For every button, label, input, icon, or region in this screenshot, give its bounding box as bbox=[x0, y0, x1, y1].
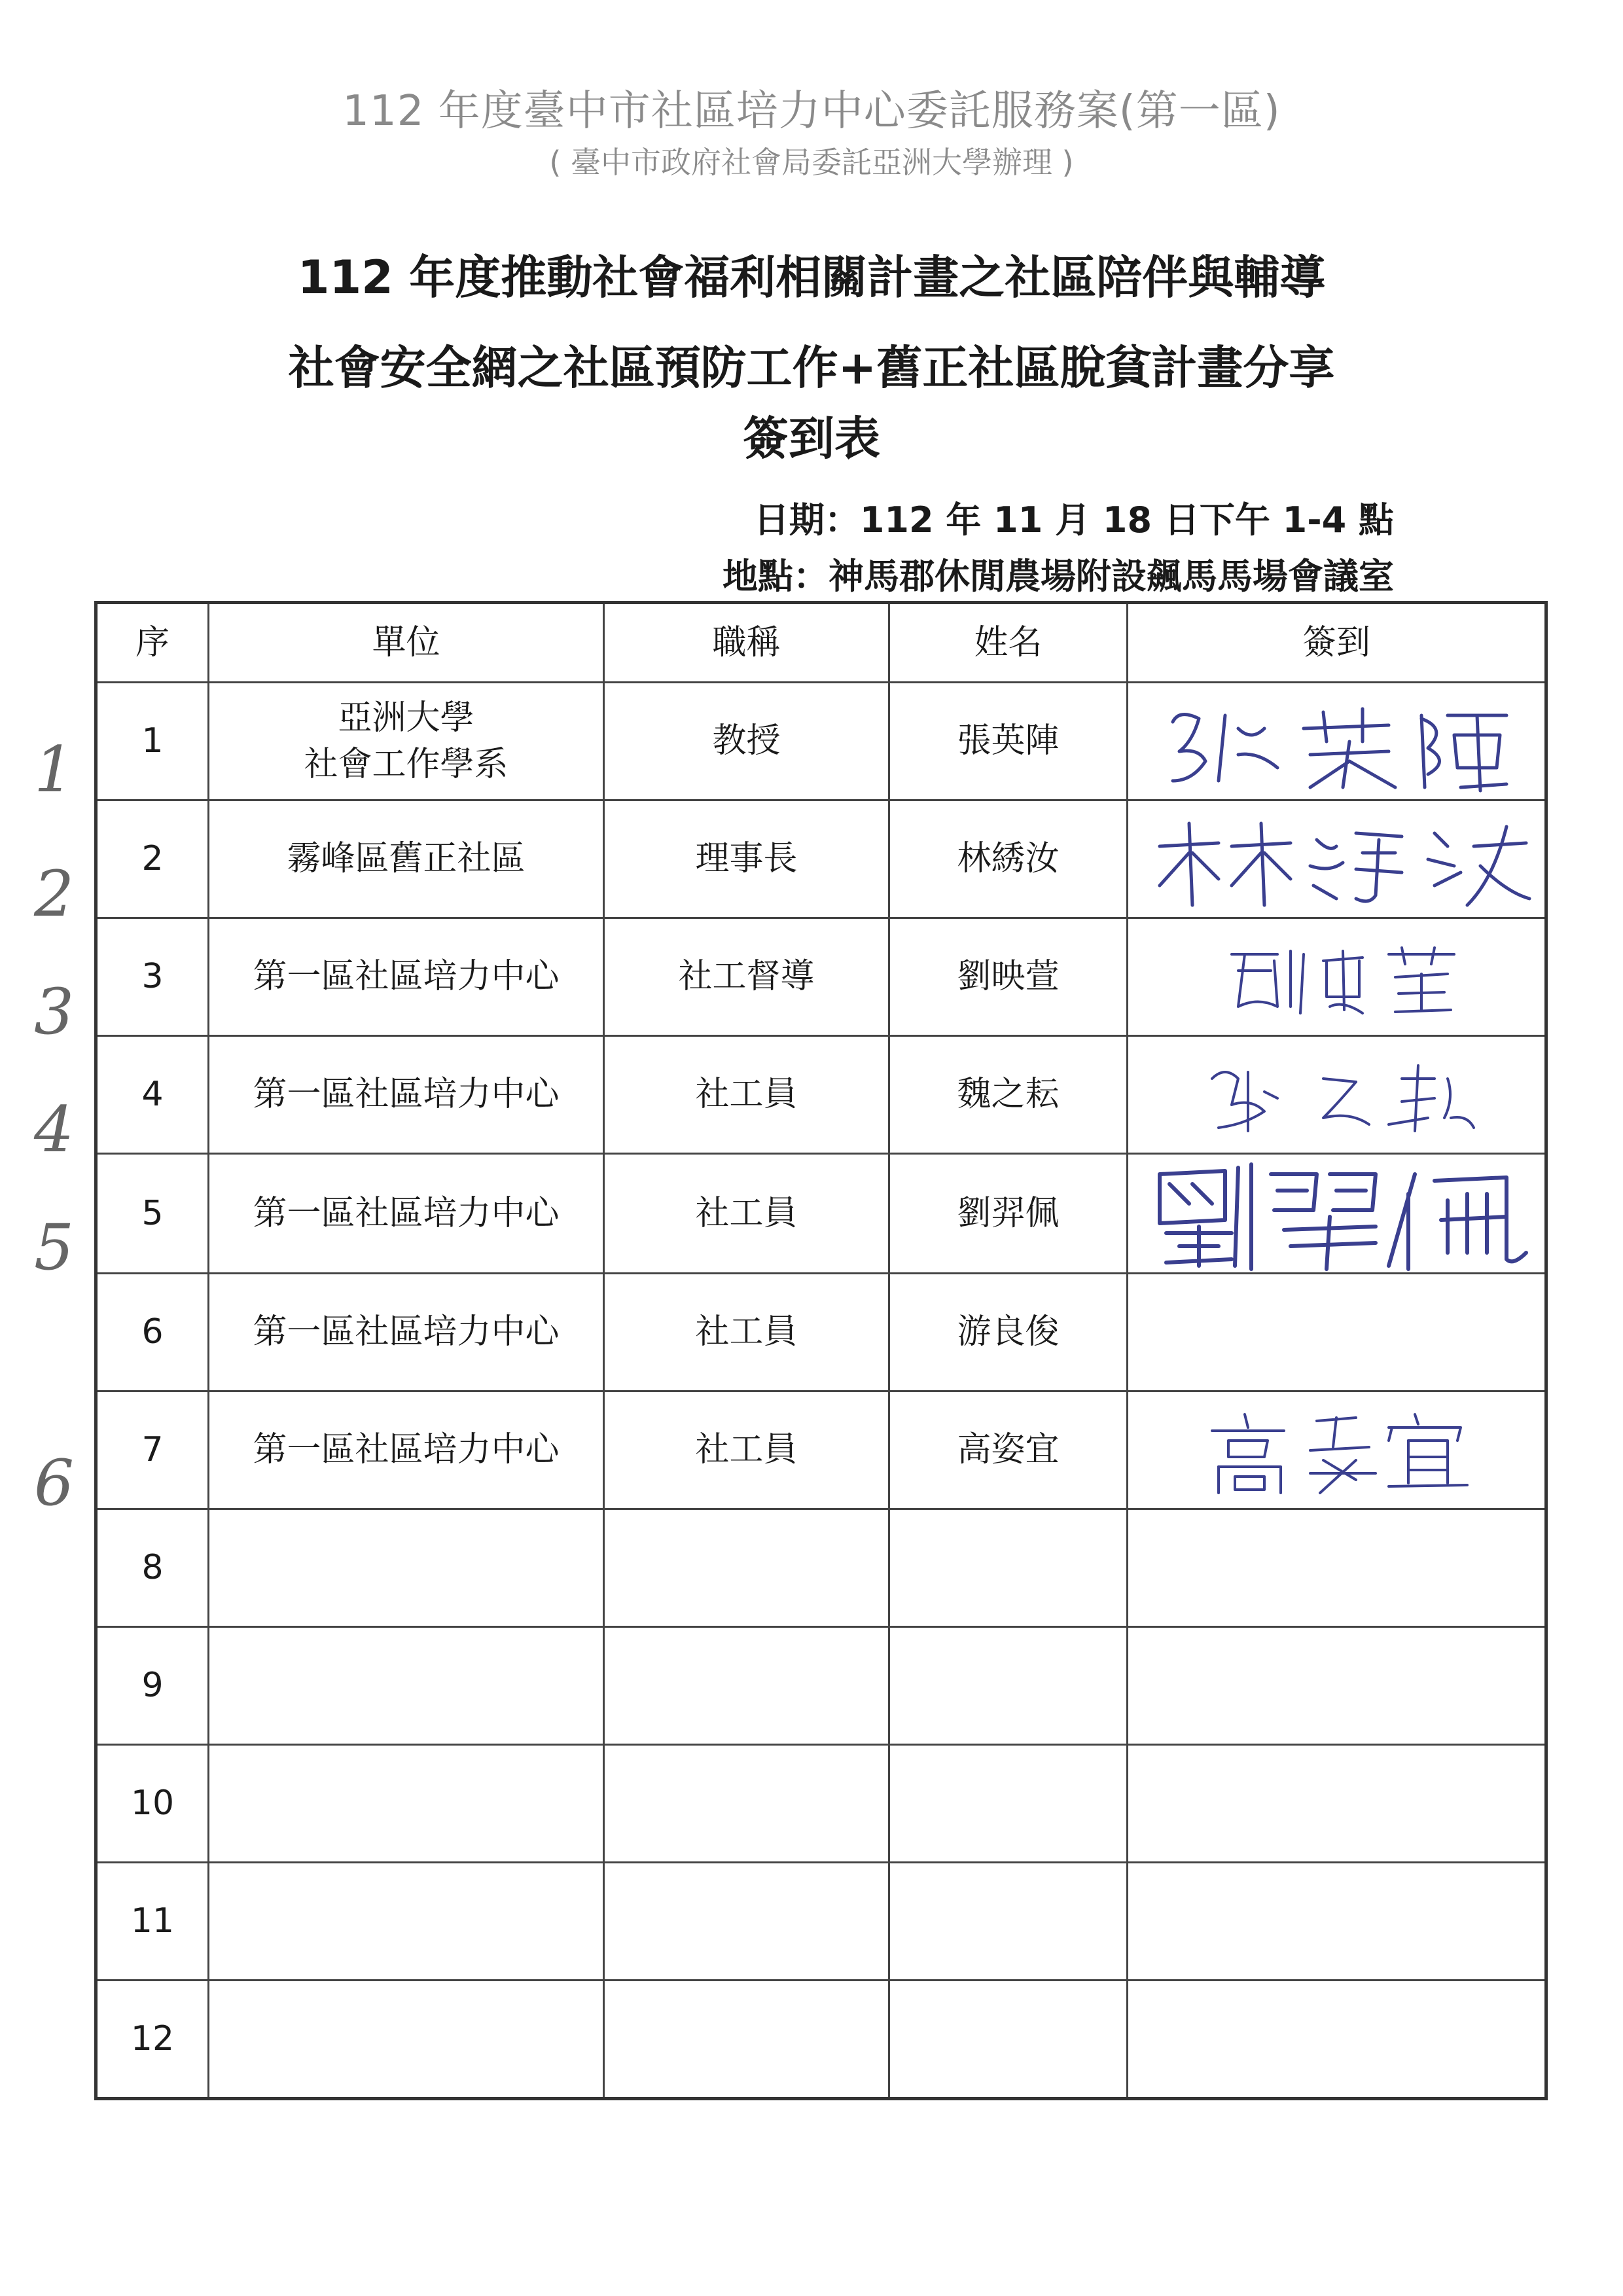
row-number: 4 bbox=[96, 1036, 209, 1154]
signature-stroke bbox=[1480, 866, 1529, 899]
row-signature[interactable] bbox=[1128, 918, 1546, 1036]
row-number: 5 bbox=[96, 1154, 209, 1274]
unit-line-1: 霧峰區舊正社區 bbox=[287, 839, 526, 879]
row-signature[interactable] bbox=[1128, 1745, 1546, 1863]
signature-stroke bbox=[1228, 1441, 1268, 1457]
row-signature[interactable] bbox=[1128, 1274, 1546, 1391]
signature-stroke bbox=[1389, 1427, 1392, 1441]
row-signature[interactable] bbox=[1128, 1509, 1546, 1627]
signature-stroke bbox=[1467, 827, 1507, 905]
unit-line-1: 第一區社區培力中心 bbox=[253, 1193, 560, 1233]
unit-line-1: 第一區社區培力中心 bbox=[253, 1312, 560, 1352]
document-title-line-2: 社會安全網之社區預防工作+舊正社區脫貧計畫分享 bbox=[288, 341, 1335, 395]
row-number: 11 bbox=[96, 1863, 209, 1981]
handwritten-signature-image bbox=[1192, 1052, 1480, 1138]
row-name: 張英陣 bbox=[889, 683, 1128, 800]
signature-stroke bbox=[1431, 948, 1435, 964]
table-row bbox=[96, 683, 1546, 800]
row-unit bbox=[209, 1036, 604, 1154]
signature-stroke bbox=[1415, 1414, 1418, 1424]
signature-stroke bbox=[1317, 840, 1336, 848]
signature-stroke bbox=[1189, 823, 1192, 905]
row-number: 12 bbox=[96, 1981, 209, 2099]
row-name bbox=[889, 1509, 1128, 1627]
event-date: 日期：112 年 11 月 18 日下午 1-4 點 bbox=[753, 499, 1394, 541]
row-unit bbox=[209, 1627, 604, 1745]
unit-line-1: 第一區社區培力中心 bbox=[253, 1075, 560, 1115]
signature-stroke bbox=[1291, 1243, 1376, 1246]
row-unit bbox=[209, 1863, 604, 1981]
row-number: 7 bbox=[96, 1391, 209, 1509]
signature-stroke bbox=[1343, 951, 1344, 1010]
signature-stroke bbox=[1323, 1082, 1369, 1124]
row-signature[interactable] bbox=[1128, 800, 1546, 918]
signature-stroke bbox=[1389, 1118, 1428, 1124]
unit-line-1: 第一區社區培力中心 bbox=[253, 1430, 560, 1470]
row-job-title bbox=[604, 1863, 889, 1981]
row-job-title: 社工員 bbox=[604, 1391, 889, 1509]
unit-line-2: 社會工作學系 bbox=[304, 744, 508, 784]
column-header-name: 姓名 bbox=[889, 603, 1128, 683]
row-name: 魏之耘 bbox=[889, 1036, 1128, 1154]
signature-stroke bbox=[1232, 853, 1261, 886]
signature-stroke bbox=[1327, 1217, 1330, 1269]
event-location: 地點：神馬郡休閒農場附設飆馬馬場會議室 bbox=[722, 556, 1394, 597]
table-row bbox=[96, 1036, 1546, 1154]
signature-stroke bbox=[1313, 886, 1336, 899]
signature-stroke bbox=[1238, 954, 1277, 1007]
row-unit bbox=[209, 1274, 604, 1391]
signature-stroke bbox=[1389, 1174, 1415, 1266]
column-header-job-title: 職稱 bbox=[604, 603, 889, 683]
signature-stroke bbox=[1192, 853, 1219, 879]
row-unit bbox=[209, 1981, 604, 2099]
handwritten-signature-image bbox=[1140, 807, 1533, 912]
signature-stroke bbox=[1304, 725, 1389, 728]
signature-stroke bbox=[1402, 1098, 1435, 1102]
row-number: 9 bbox=[96, 1627, 209, 1745]
signature-stroke bbox=[1333, 1418, 1336, 1447]
row-unit bbox=[209, 683, 604, 800]
column-header-unit: 單位 bbox=[209, 603, 604, 683]
row-signature[interactable] bbox=[1128, 1391, 1546, 1509]
signature-stroke bbox=[1235, 1168, 1238, 1266]
row-number: 3 bbox=[96, 918, 209, 1036]
unit-line-1: 亞洲大學 bbox=[338, 698, 474, 738]
table-row bbox=[96, 1863, 1546, 1981]
row-job-title: 教授 bbox=[604, 683, 889, 800]
signature-stroke bbox=[1408, 1441, 1448, 1483]
signature-stroke bbox=[1330, 1004, 1363, 1013]
row-unit bbox=[209, 1745, 604, 1863]
document-title-line-1: 112 年度推動社會福利相關計畫之社區陪伴與輔導 bbox=[297, 251, 1326, 304]
signature-stroke bbox=[1356, 833, 1402, 836]
row-signature[interactable] bbox=[1128, 1154, 1546, 1274]
row-job-title bbox=[604, 1981, 889, 2099]
margin-number: 1 bbox=[34, 733, 75, 806]
signature-stroke bbox=[1477, 715, 1480, 791]
row-number: 10 bbox=[96, 1745, 209, 1863]
row-name: 游良俊 bbox=[889, 1274, 1128, 1391]
row-signature[interactable] bbox=[1128, 1981, 1546, 2099]
table-row bbox=[96, 1274, 1546, 1391]
organization-title: 112 年度臺中市社區培力中心委託服務案(第一區) bbox=[342, 87, 1281, 135]
row-name bbox=[889, 1745, 1128, 1863]
signature-stroke bbox=[1428, 859, 1454, 866]
row-number: 6 bbox=[96, 1274, 209, 1391]
signature-stroke bbox=[1219, 715, 1225, 781]
row-unit bbox=[209, 800, 604, 918]
signature-stroke bbox=[1323, 712, 1327, 742]
signature-stroke bbox=[1395, 1010, 1451, 1012]
signature-stroke bbox=[1435, 872, 1461, 886]
signature-stroke bbox=[1402, 948, 1405, 964]
signature-stroke bbox=[1421, 715, 1425, 787]
signature-stroke bbox=[1169, 1184, 1189, 1204]
signature-stroke bbox=[1444, 1079, 1450, 1118]
table-header-row bbox=[96, 603, 1546, 683]
unit-line-1: 第一區社區培力中心 bbox=[253, 957, 560, 997]
margin-number: 2 bbox=[34, 857, 75, 931]
signature-stroke bbox=[1261, 823, 1264, 905]
signature-stroke bbox=[1356, 869, 1402, 872]
signature-stroke bbox=[1435, 833, 1448, 846]
signature-stroke bbox=[1310, 1447, 1369, 1450]
signature-stroke bbox=[1160, 853, 1189, 886]
row-job-title: 社工督導 bbox=[604, 918, 889, 1036]
row-name: 高姿宜 bbox=[889, 1391, 1128, 1509]
column-header-number: 序 bbox=[96, 603, 209, 683]
table-row bbox=[96, 1391, 1546, 1509]
table-row bbox=[96, 1509, 1546, 1627]
row-number: 2 bbox=[96, 800, 209, 918]
row-job-title bbox=[604, 1745, 889, 1863]
signature-stroke bbox=[1349, 761, 1395, 787]
row-number: 1 bbox=[96, 683, 209, 800]
row-signature[interactable] bbox=[1128, 683, 1546, 800]
signature-stroke bbox=[1461, 784, 1507, 787]
handwritten-signature-image bbox=[1140, 1155, 1533, 1272]
margin-number: 5 bbox=[34, 1211, 75, 1284]
signature-stroke bbox=[1192, 1184, 1212, 1204]
table-row bbox=[96, 1745, 1546, 1863]
signature-stroke bbox=[1264, 1092, 1277, 1098]
row-job-title: 理事長 bbox=[604, 800, 889, 918]
handwritten-signature-image bbox=[1153, 689, 1520, 794]
signature-stroke bbox=[1238, 728, 1264, 735]
signature-stroke bbox=[1323, 1079, 1356, 1082]
document-title-line-3: 簽到表 bbox=[743, 412, 880, 465]
margin-number: 3 bbox=[34, 975, 75, 1049]
table-row bbox=[96, 800, 1546, 918]
signature-stroke bbox=[1264, 853, 1291, 879]
handwritten-signature-image bbox=[1205, 935, 1467, 1020]
margin-number: 6 bbox=[34, 1446, 75, 1520]
signature-stroke bbox=[1441, 1217, 1507, 1220]
row-signature[interactable] bbox=[1128, 1627, 1546, 1745]
row-name: 林綉汝 bbox=[889, 800, 1128, 918]
table-row bbox=[96, 1981, 1546, 2099]
row-job-title: 社工員 bbox=[604, 1036, 889, 1154]
sign-in-table bbox=[94, 601, 1548, 2100]
column-header-signature: 簽到 bbox=[1128, 603, 1546, 683]
row-job-title: 社工員 bbox=[604, 1154, 889, 1274]
signature-stroke bbox=[1160, 1171, 1225, 1223]
signature-stroke bbox=[1212, 1072, 1264, 1128]
row-job-title bbox=[604, 1627, 889, 1745]
signature-stroke bbox=[1451, 1117, 1474, 1128]
row-name: 劉羿佩 bbox=[889, 1154, 1128, 1274]
signature-stroke bbox=[1300, 954, 1304, 1013]
row-unit bbox=[209, 918, 604, 1036]
signature-stroke bbox=[1389, 1485, 1467, 1486]
row-unit bbox=[209, 1154, 604, 1274]
row-unit bbox=[209, 1391, 604, 1509]
row-signature[interactable] bbox=[1128, 1036, 1546, 1154]
table-row bbox=[96, 1627, 1546, 1745]
row-name bbox=[889, 1627, 1128, 1745]
row-job-title: 社工員 bbox=[604, 1274, 889, 1391]
row-name bbox=[889, 1863, 1128, 1981]
row-unit bbox=[209, 1509, 604, 1627]
row-number: 8 bbox=[96, 1509, 209, 1627]
signature-stroke bbox=[1245, 1414, 1248, 1427]
table-row bbox=[96, 918, 1546, 1036]
row-job-title bbox=[604, 1509, 889, 1627]
row-name: 劉映萱 bbox=[889, 918, 1128, 1036]
row-name bbox=[889, 1981, 1128, 2099]
table-row bbox=[96, 1154, 1546, 1274]
margin-number: 4 bbox=[34, 1093, 75, 1166]
row-signature[interactable] bbox=[1128, 1863, 1546, 1981]
signature-stroke bbox=[1310, 863, 1343, 869]
organization-subtitle: ( 臺中市政府社會局委託亞洲大學辦理 ) bbox=[549, 145, 1074, 180]
signature-stroke bbox=[1173, 714, 1205, 780]
signature-stroke bbox=[1235, 1477, 1264, 1490]
signature-stroke bbox=[1238, 754, 1277, 768]
handwritten-signature-image bbox=[1192, 1401, 1480, 1499]
signature-stroke bbox=[1166, 1259, 1232, 1263]
signature-stroke bbox=[1389, 1427, 1461, 1441]
